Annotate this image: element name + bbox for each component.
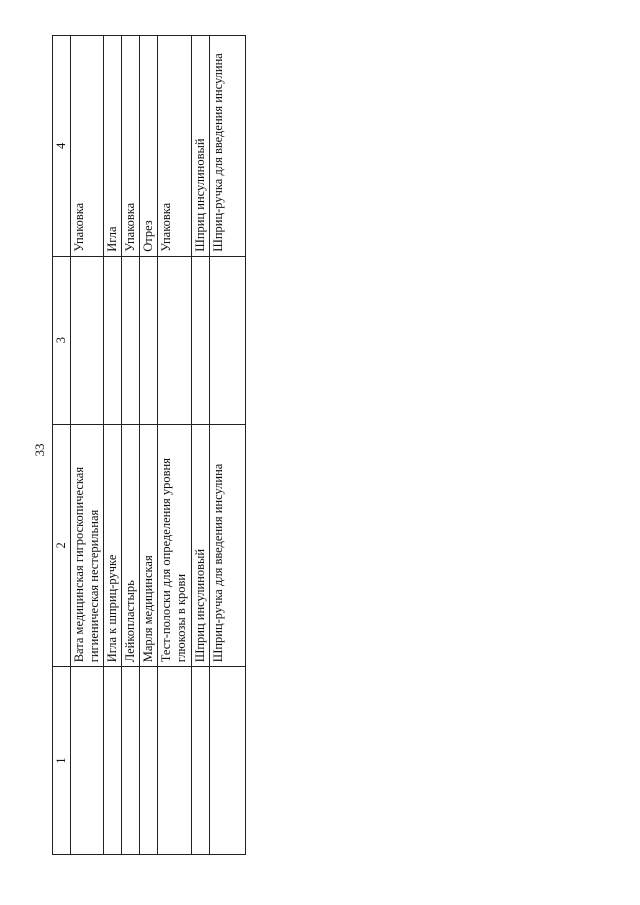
- table-row: [192, 36, 210, 855]
- table-cell: [122, 256, 140, 424]
- table-cell: Упаковка: [71, 36, 104, 257]
- table-cell: [71, 256, 104, 424]
- table-cell: Игла к шприц-ручке: [104, 424, 122, 667]
- table-cell: Шприц инсулиновый: [192, 424, 210, 667]
- table-row: [104, 36, 122, 855]
- table-cell: [104, 667, 122, 855]
- table-container: [52, 35, 246, 855]
- supplies-table: [52, 35, 246, 855]
- table-cell: Отрез: [140, 36, 158, 257]
- column-header-3: 3: [53, 256, 71, 424]
- table-cell: [192, 256, 210, 424]
- table-cell: [158, 667, 192, 855]
- table-cell: [210, 667, 246, 855]
- table-cell: Тест-полоски для определения уровня глюкозы в крови: [158, 424, 192, 667]
- page-number: 33: [32, 443, 47, 457]
- column-header-1: 1: [53, 667, 71, 855]
- table-row: [71, 36, 104, 855]
- table-cell: [140, 667, 158, 855]
- table-row: [140, 36, 158, 855]
- table-cell: Шприц инсулиновый: [192, 36, 210, 257]
- table-cell: [71, 667, 104, 855]
- table-cell: Вата медицинская гигроскопическая гигиеническая нестерильная: [71, 424, 104, 667]
- table-cell: [158, 256, 192, 424]
- table-cell: [140, 256, 158, 424]
- table-cell: [122, 667, 140, 855]
- table-cell: Шприц-ручка для введения инсулина: [210, 424, 246, 667]
- table-header-row: [53, 36, 71, 855]
- column-header-4: 4: [53, 36, 71, 257]
- table-cell: Шприц-ручка для введения инсулина: [210, 36, 246, 257]
- table-cell: Упаковка: [122, 36, 140, 257]
- table-row: [122, 36, 140, 855]
- table-cell: [192, 667, 210, 855]
- table-cell: [104, 256, 122, 424]
- column-header-2: 2: [53, 424, 71, 667]
- table-row: [158, 36, 192, 855]
- table-cell: [210, 256, 246, 424]
- table-cell: Игла: [104, 36, 122, 257]
- table-row: [210, 36, 246, 855]
- table-cell: Упаковка: [158, 36, 192, 257]
- table-cell: Лейкопластырь: [122, 424, 140, 667]
- table-cell: Марля медицинская: [140, 424, 158, 667]
